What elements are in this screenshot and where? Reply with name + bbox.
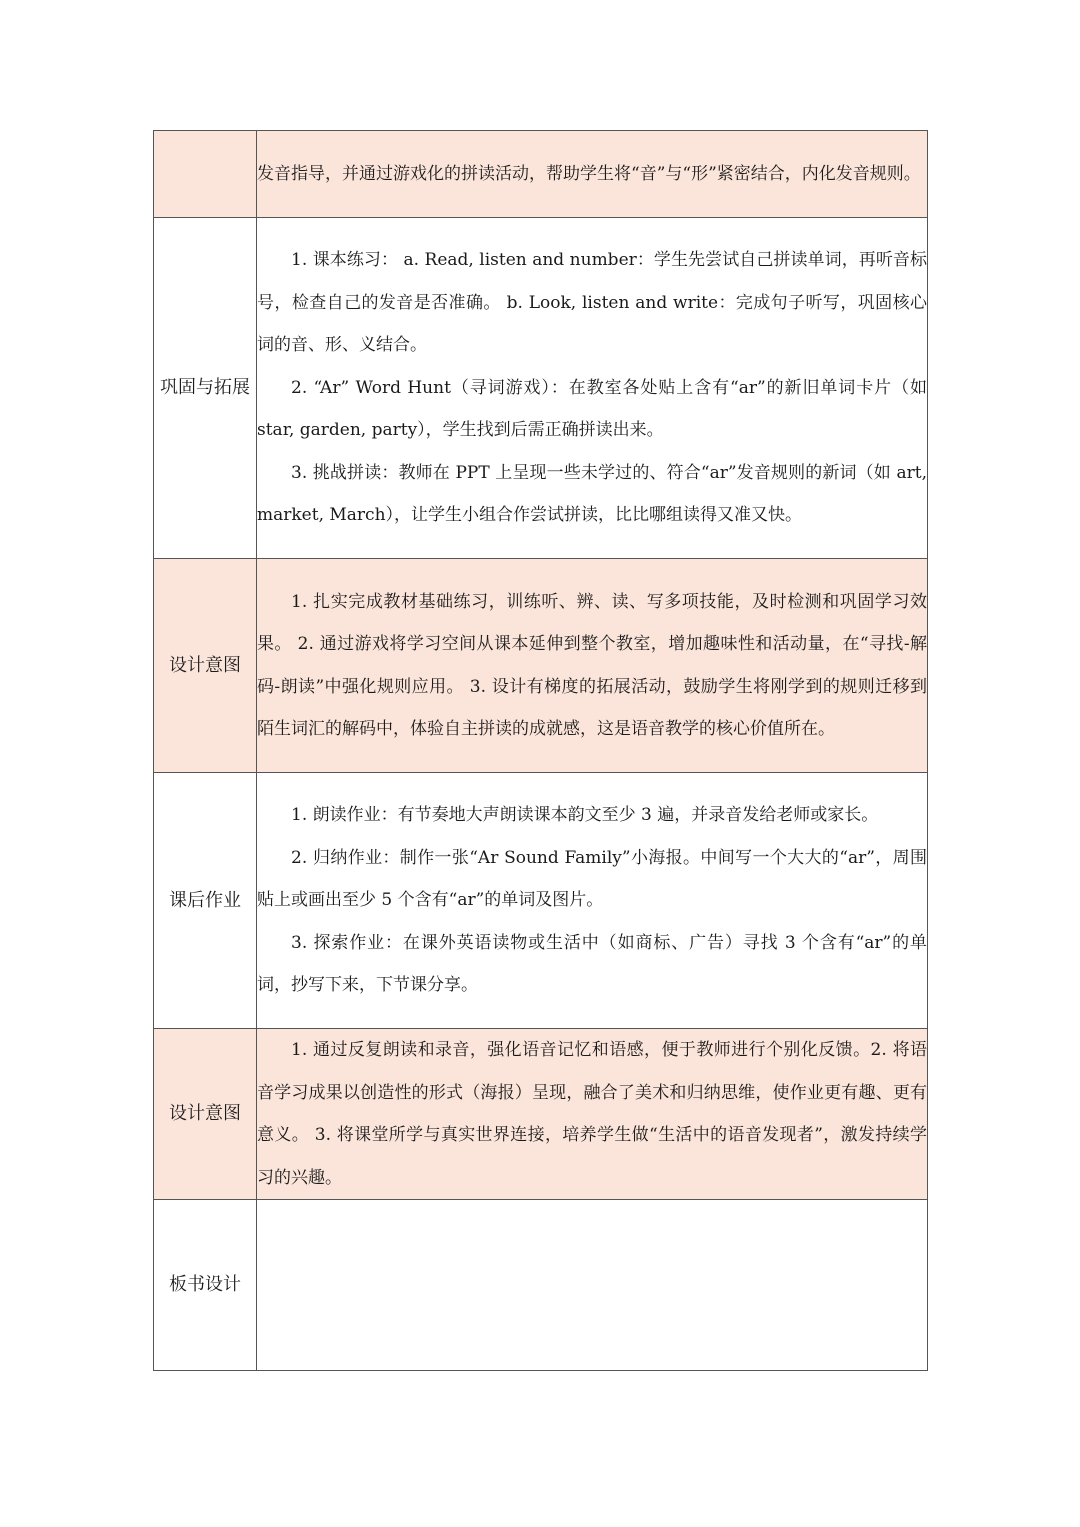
row-label: 设计意图 [154,559,257,773]
row-label: 设计意图 [154,1029,257,1200]
lesson-plan-table [153,130,928,1371]
row-label: 板书设计 [154,1200,257,1371]
table-row [154,131,928,218]
paragraph: 2. 归纳作业：制作一张“Ar Sound Family”小海报。中间写一个大大的“ar”，周围贴上或画出至少 5 个含有“ar”的单词及图片。 [257,847,927,911]
paragraph: 1. 扎实完成教材基础练习，训练听、辨、读、写多项技能，及时检测和巩固学习效果。 2. 通过游戏将学习空间从课本延伸到整个教室，增加趣味性和活动量，在“寻找-解码-朗读”中强化规则应用。 3. 设计有梯度的拓展活动，鼓励学生将刚学到的规则迁移到陌生词汇的解码中，体验自主拼读的成就感，这是语音教学的核心价值所在。 [257,591,927,739]
paragraph: 3. 探索作业：在课外英语读物或生活中（如商标、广告）寻找 3 个含有“ar”的单词，抄写下来，下节课分享。 [257,932,927,996]
row-content [257,131,928,218]
row-content [257,773,928,1029]
table-row [154,1029,928,1200]
row-content [257,218,928,559]
row-label: 课后作业 [154,773,257,1029]
row-label: 巩固与拓展 [154,218,257,559]
paragraph: 1. 课本练习： a. Read, listen and number：学生先尝试自己拼读单词，再听音标号，检查自己的发音是否准确。 b. Look, listen and write：完成句子听写，巩固核心词的音、形、义结合。 [257,250,927,356]
row-label [154,131,257,218]
table-row [154,1200,928,1371]
paragraph: 1. 通过反复朗读和录音，强化语音记忆和语感，便于教师进行个别化反馈。2. 将语音学习成果以创造性的形式（海报）呈现，融合了美术和归纳思维，使作业更有趣、更有意义。 3. 将课堂所学与真实世界连接，培养学生做“生活中的语音发现者”，激发持续学习的兴趣。 [257,1040,927,1188]
paragraph: 发音指导，并通过游戏化的拼读活动，帮助学生将“音”与“形”紧密结合，内化发音规则。 [257,163,921,184]
paragraph: 1. 朗读作业：有节奏地大声朗读课本韵文至少 3 遍，并录音发给老师或家长。 [291,805,879,826]
table-row [154,773,928,1029]
table-row [154,218,928,559]
blackboard-design-area [257,1200,928,1371]
row-content [257,559,928,773]
row-content [257,1029,928,1200]
paragraph: 3. 挑战拼读：教师在 PPT 上呈现一些未学过的、符合“ar”发音规则的新词（如 art, market, March），让学生小组合作尝试拼读，比比哪组读得又准又快。 [257,462,927,526]
table-row [154,559,928,773]
paragraph: 2. “Ar” Word Hunt（寻词游戏）：在教室各处贴上含有“ar”的新旧单词卡片（如 star, garden, party），学生找到后需正确拼读出来。 [257,377,927,441]
